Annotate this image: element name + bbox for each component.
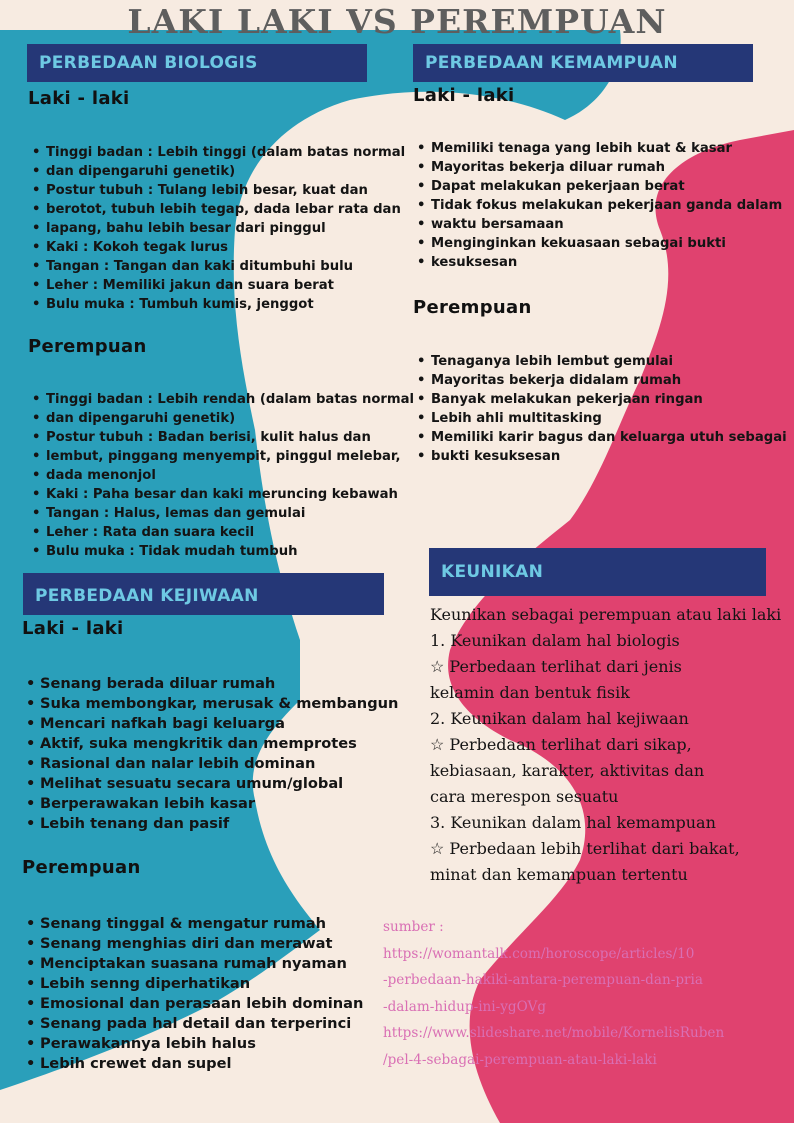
keunikan-line: 3. Keunikan dalam hal kemampuan xyxy=(430,813,716,832)
list-item: • lapang, bahu lebih besar dari pinggul xyxy=(28,219,405,238)
keunikan-line: ☆ Perbedaan lebih terlihat dari bakat, xyxy=(430,839,740,858)
list-item: • Banyak melakukan pekerjaan ringan xyxy=(413,390,787,409)
keunikan-line: kebiasaan, karakter, aktivitas dan xyxy=(430,761,705,780)
list-item: • Lebih tenang dan pasif xyxy=(22,814,398,834)
source-link[interactable]: -perbedaan-hakiki-antara-perempuan-dan-pria xyxy=(383,972,703,988)
banner-kejiwaan: PERBEDAAN KEJIWAAN xyxy=(23,573,384,615)
list-item: • Dapat melakukan pekerjaan berat xyxy=(413,177,782,196)
list-item: • Postur tubuh : Tulang lebih besar, kuat dan xyxy=(28,181,405,200)
source-label: sumber : xyxy=(383,919,444,935)
kejiwaan-female-label: Perempuan xyxy=(22,857,141,878)
list-item: • bukti kesuksesan xyxy=(413,447,787,466)
list-item: • lembut, pinggang menyempit, pinggul melebar, xyxy=(28,447,414,466)
list-item: • Lebih crewet dan supel xyxy=(22,1054,363,1074)
keunikan-line: ☆ Perbedaan terlihat dari jenis xyxy=(430,657,682,676)
list-item: • Tinggi badan : Lebih tinggi (dalam batas normal xyxy=(28,143,405,162)
source-link[interactable]: https://womantalk.com/horoscope/articles/10 xyxy=(383,945,695,962)
list-item: • Melihat sesuatu secara umum/global xyxy=(22,774,398,794)
kejiwaan-male-list xyxy=(22,674,398,834)
list-item: • Postur tubuh : Badan berisi, kulit halus dan xyxy=(28,428,414,447)
kemampuan-male-list xyxy=(413,139,782,272)
list-item: • Menginginkan kekuasaan sebagai bukti xyxy=(413,234,782,253)
list-item: • Lebih ahli multitasking xyxy=(413,409,787,428)
sources xyxy=(383,914,794,1073)
list-item: • Bulu muka : Tumbuh kumis, jenggot xyxy=(28,295,405,314)
biologis-female-list xyxy=(28,390,414,561)
keunikan-line: minat dan kemampuan tertentu xyxy=(430,865,688,884)
list-item: • Tidak fokus melakukan pekerjaan ganda dalam xyxy=(413,196,782,215)
list-item: • Aktif, suka mengkritik dan memprotes xyxy=(22,734,398,754)
list-item: • waktu bersamaan xyxy=(413,215,782,234)
source-link[interactable]: -dalam-hidup-ini-ygOVg xyxy=(383,998,547,1015)
list-item: • Menciptakan suasana rumah nyaman xyxy=(22,954,363,974)
keunikan-line: cara merespon sesuatu xyxy=(430,787,619,806)
list-item: • Kaki : Paha besar dan kaki meruncing kebawah xyxy=(28,485,414,504)
list-item: • Tinggi badan : Lebih rendah (dalam batas normal xyxy=(28,390,414,409)
kejiwaan-female-list xyxy=(22,914,363,1074)
list-item: • berotot, tubuh lebih tegap, dada lebar rata dan xyxy=(28,200,405,219)
list-item: • Lebih senng diperhatikan xyxy=(22,974,363,994)
list-item: • Memiliki karir bagus dan keluarga utuh sebagai xyxy=(413,428,787,447)
keunikan-text xyxy=(430,602,794,888)
source-link[interactable]: https://www.slideshare.net/mobile/KornelisRuben xyxy=(383,1025,725,1041)
list-item: • dan dipengaruhi genetik) xyxy=(28,162,405,181)
keunikan-line: kelamin dan bentuk fisik xyxy=(430,683,630,702)
list-item: • Leher : Rata dan suara kecil xyxy=(28,523,414,542)
list-item: • Mayoritas bekerja diluar rumah xyxy=(413,158,782,177)
keunikan-line: 2. Keunikan dalam hal kejiwaan xyxy=(430,709,689,728)
list-item: • Senang menghias diri dan merawat xyxy=(22,934,363,954)
list-item: • Suka membongkar, merusak & membangun xyxy=(22,694,398,714)
biologis-male-label: Laki - laki xyxy=(28,88,130,109)
banner-biologis: PERBEDAAN BIOLOGIS xyxy=(27,44,367,82)
keunikan-line: 1. Keunikan dalam hal biologis xyxy=(430,631,680,650)
kejiwaan-male-label: Laki - laki xyxy=(22,618,124,639)
list-item: • Tenaganya lebih lembut gemulai xyxy=(413,352,787,371)
list-item: • Rasional dan nalar lebih dominan xyxy=(22,754,398,774)
list-item: • Berperawakan lebih kasar xyxy=(22,794,398,814)
list-item: • Tangan : Halus, lemas dan gemulai xyxy=(28,504,414,523)
keunikan-line: Keunikan sebagai perempuan atau laki laki xyxy=(430,605,782,624)
list-item: • Bulu muka : Tidak mudah tumbuh xyxy=(28,542,414,561)
list-item: • Memiliki tenaga yang lebih kuat & kasar xyxy=(413,139,782,158)
list-item: • Mencari nafkah bagi keluarga xyxy=(22,714,398,734)
biologis-female-label: Perempuan xyxy=(28,336,147,357)
banner-keunikan: KEUNIKAN xyxy=(429,548,766,596)
list-item: • dan dipengaruhi genetik) xyxy=(28,409,414,428)
kemampuan-male-label: Laki - laki xyxy=(413,85,515,106)
keunikan-line: ☆ Perbedaan terlihat dari sikap, xyxy=(430,735,692,754)
list-item: • Mayoritas bekerja didalam rumah xyxy=(413,371,787,390)
kemampuan-female-list xyxy=(413,352,787,466)
source-link[interactable]: /pel-4-sebagai-perempuan-atau-laki-laki xyxy=(383,1051,657,1068)
list-item: • Perawakannya lebih halus xyxy=(22,1034,363,1054)
list-item: • Senang berada diluar rumah xyxy=(22,674,398,694)
kemampuan-female-label: Perempuan xyxy=(413,297,532,318)
list-item: • Senang tinggal & mengatur rumah xyxy=(22,914,363,934)
list-item: • Senang pada hal detail dan terperinci xyxy=(22,1014,363,1034)
list-item: • dada menonjol xyxy=(28,466,414,485)
list-item: • Kaki : Kokoh tegak lurus xyxy=(28,238,405,257)
list-item: • kesuksesan xyxy=(413,253,782,272)
list-item: • Leher : Memiliki jakun dan suara berat xyxy=(28,276,405,295)
biologis-male-list xyxy=(28,143,405,314)
list-item: • Emosional dan perasaan lebih dominan xyxy=(22,994,363,1014)
list-item: • Tangan : Tangan dan kaki ditumbuhi bulu xyxy=(28,257,405,276)
banner-kemampuan: PERBEDAAN KEMAMPUAN xyxy=(413,44,753,82)
page-title: LAKI LAKI VS PEREMPUAN xyxy=(127,2,667,41)
